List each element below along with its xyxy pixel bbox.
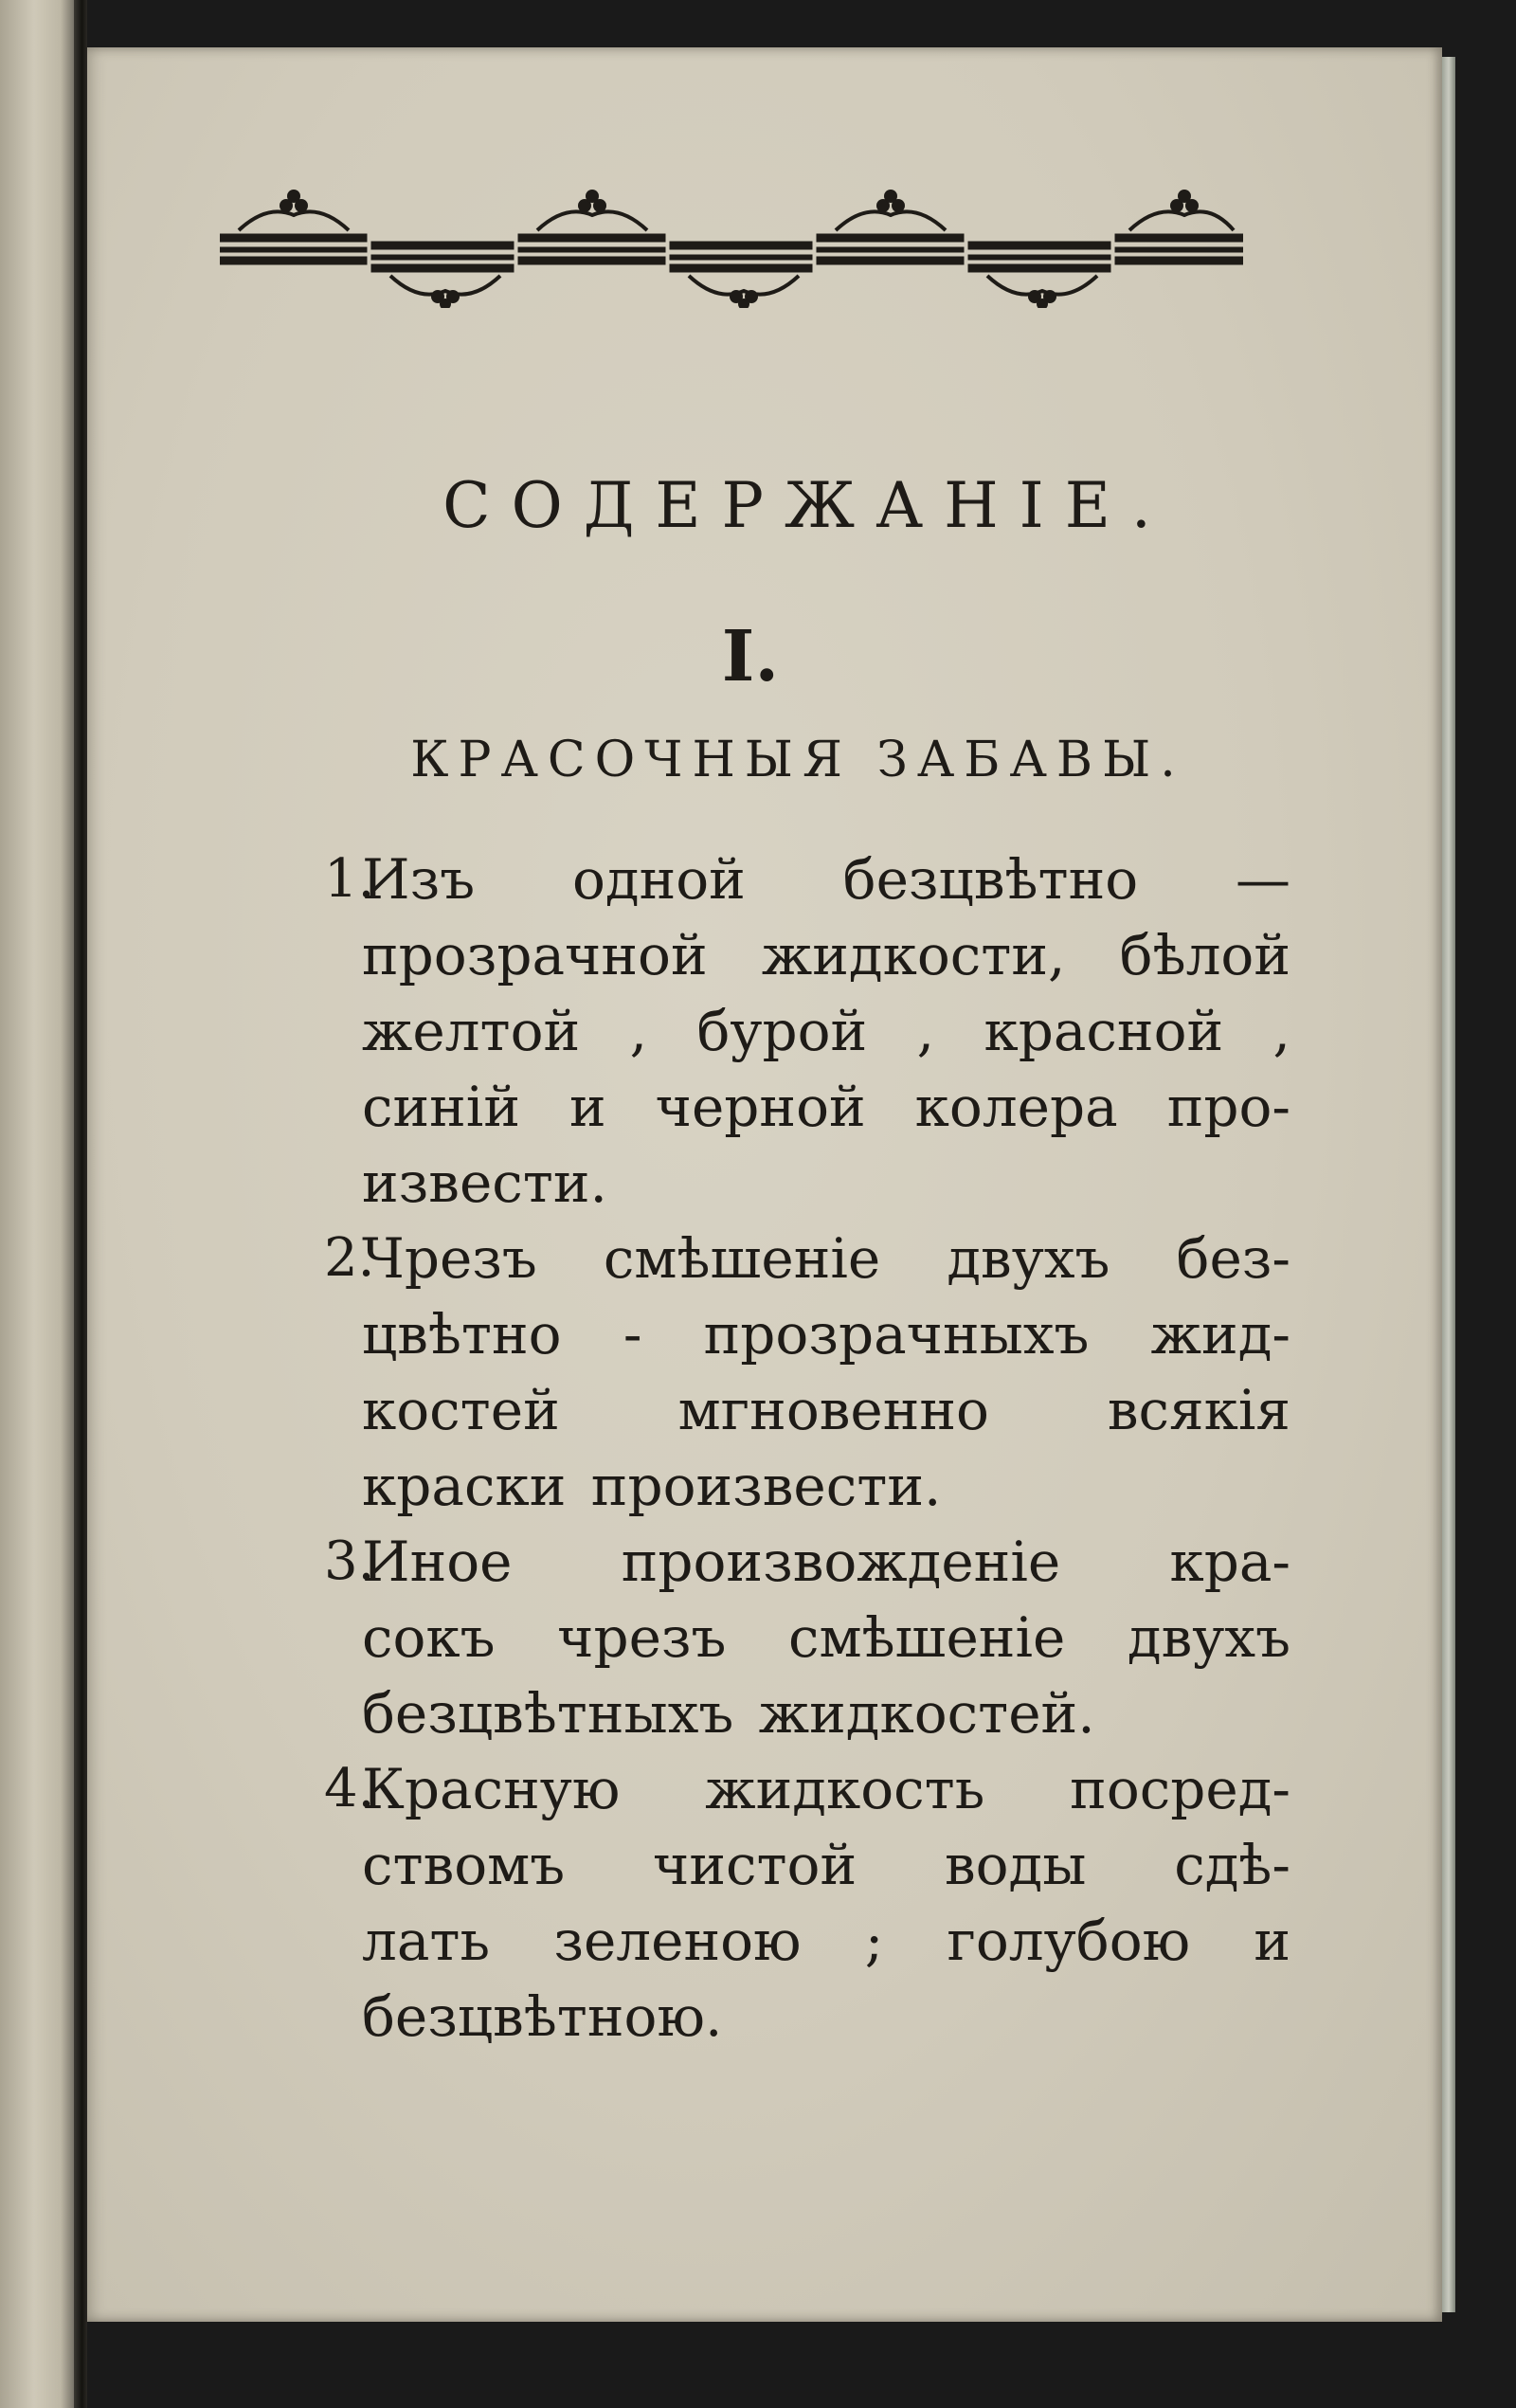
contents-heading: СОДЕРЖАНІЕ. [442,469,1172,542]
entry-line: извести. [362,1150,607,1215]
decorative-headpiece-ornament [220,185,1243,308]
entry-number: 1. [324,848,375,910]
entry-line: безцвѣтною. [362,1984,723,2049]
entry-text [362,1524,1290,1751]
entry-line: безцвѣтныхъ жидкостей. [362,1681,1095,1746]
entry-line: Иное произвожденіе кра- [362,1530,1290,1594]
entry-text [362,1221,1290,1524]
entry-line: костей мгновенно всякія [362,1378,1290,1442]
entry-text [362,842,1290,1221]
book-page [87,47,1442,2322]
entry-line: Изъ одной безцвѣтно — [362,847,1290,912]
entry-number: 4. [324,1758,375,1820]
entry-line: сокъ чрезъ смѣшеніе двухъ [362,1605,1290,1670]
contents-entry [324,1524,1290,1751]
entry-line: краски произвести. [362,1454,942,1518]
entry-line: прозрачной жидкости, бѣлой [362,923,1290,987]
entry-line: цвѣтно - прозрачныхъ жид- [362,1302,1290,1367]
entry-line: Красную жидкость посред- [362,1757,1290,1821]
entry-number: 2. [324,1227,375,1289]
section-title: КРАСОЧНЫЯ ЗАБАВЫ. [410,732,1185,788]
book-gutter [74,0,87,2408]
entry-line: Чрезъ смѣшеніе двухъ без- [362,1226,1290,1291]
entry-line: желтой , бурой , красной , [362,999,1290,1063]
entry-line: лать зеленою ; голубою и [362,1909,1290,1973]
contents-entry [324,1751,1290,2055]
part-number: I. [721,616,780,697]
contents-entries-list [324,842,1290,2055]
contents-entry [324,842,1290,1221]
facing-page-edge [0,0,76,2408]
contents-entry [324,1221,1290,1524]
entry-line: синій и черной колера про- [362,1075,1290,1139]
entry-text [362,1751,1290,2055]
page-fore-edge [1442,57,1455,2312]
entry-number: 3. [324,1530,375,1592]
entry-line: ствомъ чистой воды сдѣ- [362,1833,1290,1897]
